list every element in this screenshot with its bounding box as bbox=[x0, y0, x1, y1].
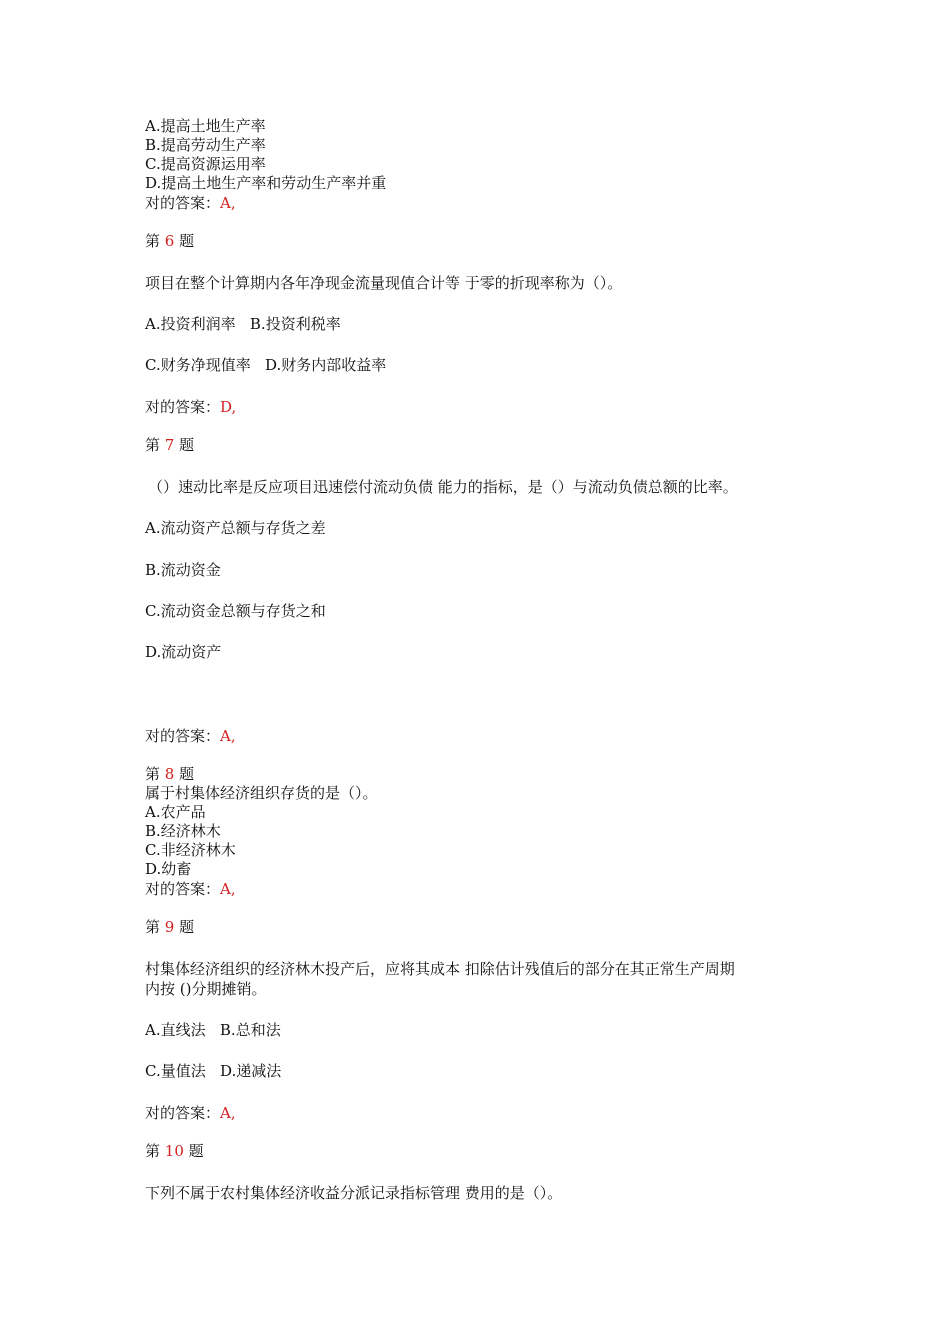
q7-heading bbox=[145, 436, 194, 455]
q5-option-a: A.提高土地生产率 bbox=[145, 117, 266, 135]
question-suffix: 题 bbox=[179, 436, 195, 454]
q10-stem: 下列不属于农村集体经济收益分派记录指标管理 费用的是（）。 bbox=[145, 1184, 563, 1202]
q7-stem: （）速动比率是反应项目迅速偿付流动负债 能力的指标，是（）与流动负债总额的比率。 bbox=[148, 478, 738, 496]
question-suffix: 题 bbox=[188, 1142, 204, 1160]
question-suffix: 题 bbox=[179, 765, 195, 783]
q7-option-d: D.流动资产 bbox=[145, 643, 222, 661]
q7-option-c: C.流动资金总额与存货之和 bbox=[145, 602, 326, 620]
answer-value: D, bbox=[220, 398, 237, 416]
q9-stem-line2: 内按 ()分期摊销。 bbox=[145, 980, 267, 998]
question-prefix: 第 bbox=[145, 765, 161, 783]
q8-stem: 属于村集体经济组织存货的是（）。 bbox=[145, 784, 378, 802]
q5-answer bbox=[145, 194, 236, 213]
q9-heading bbox=[145, 918, 194, 937]
q10-heading bbox=[145, 1142, 204, 1161]
q6-options-line1: A.投资利润率 B.投资利税率 bbox=[145, 315, 341, 333]
q9-answer bbox=[145, 1104, 236, 1123]
question-number: 7 bbox=[164, 436, 175, 454]
q8-option-c: C.非经济林木 bbox=[145, 841, 236, 859]
q6-stem: 项目在整个计算期内各年净现金流量现值合计等 于零的折现率称为（）。 bbox=[145, 274, 623, 292]
q7-option-a: A.流动资产总额与存货之差 bbox=[145, 519, 326, 537]
question-prefix: 第 bbox=[145, 918, 161, 936]
q8-heading bbox=[145, 765, 194, 784]
question-suffix: 题 bbox=[179, 918, 195, 936]
q9-options-line1: A.直线法 B.总和法 bbox=[145, 1021, 281, 1039]
answer-value: A, bbox=[220, 1104, 236, 1122]
question-suffix: 题 bbox=[179, 232, 195, 250]
q8-option-a: A.农产品 bbox=[145, 803, 206, 821]
q7-option-b: B.流动资金 bbox=[145, 561, 221, 579]
q5-option-d: D.提高土地生产率和劳动生产率并重 bbox=[145, 174, 387, 192]
question-number: 9 bbox=[164, 918, 175, 936]
answer-label: 对的答案： bbox=[145, 398, 221, 416]
answer-label: 对的答案： bbox=[145, 194, 221, 212]
answer-label: 对的答案： bbox=[145, 1104, 221, 1122]
q5-option-c: C.提高资源运用率 bbox=[145, 155, 266, 173]
q8-answer bbox=[145, 880, 236, 899]
answer-label: 对的答案： bbox=[145, 727, 221, 745]
question-number: 10 bbox=[164, 1142, 184, 1160]
question-number: 6 bbox=[164, 232, 175, 250]
question-prefix: 第 bbox=[145, 232, 161, 250]
answer-value: A, bbox=[220, 194, 236, 212]
q8-option-d: D.幼畜 bbox=[145, 860, 192, 878]
q6-answer bbox=[145, 398, 236, 417]
q6-heading bbox=[145, 232, 194, 251]
answer-value: A, bbox=[220, 727, 236, 745]
question-number: 8 bbox=[164, 765, 175, 783]
q9-stem-line1: 村集体经济组织的经济林木投产后，应将其成本 扣除估计残值后的部分在其正常生产周期 bbox=[145, 960, 735, 978]
question-prefix: 第 bbox=[145, 436, 161, 454]
q7-answer bbox=[145, 727, 236, 746]
answer-label: 对的答案： bbox=[145, 880, 221, 898]
q9-options-line2: C.量值法 D.递减法 bbox=[145, 1062, 282, 1080]
question-prefix: 第 bbox=[145, 1142, 161, 1160]
q8-option-b: B.经济林木 bbox=[145, 822, 221, 840]
q6-options-line2: C.财务净现值率 D.财务内部收益率 bbox=[145, 356, 387, 374]
answer-value: A, bbox=[220, 880, 236, 898]
q5-option-b: B.提高劳动生产率 bbox=[145, 136, 266, 154]
